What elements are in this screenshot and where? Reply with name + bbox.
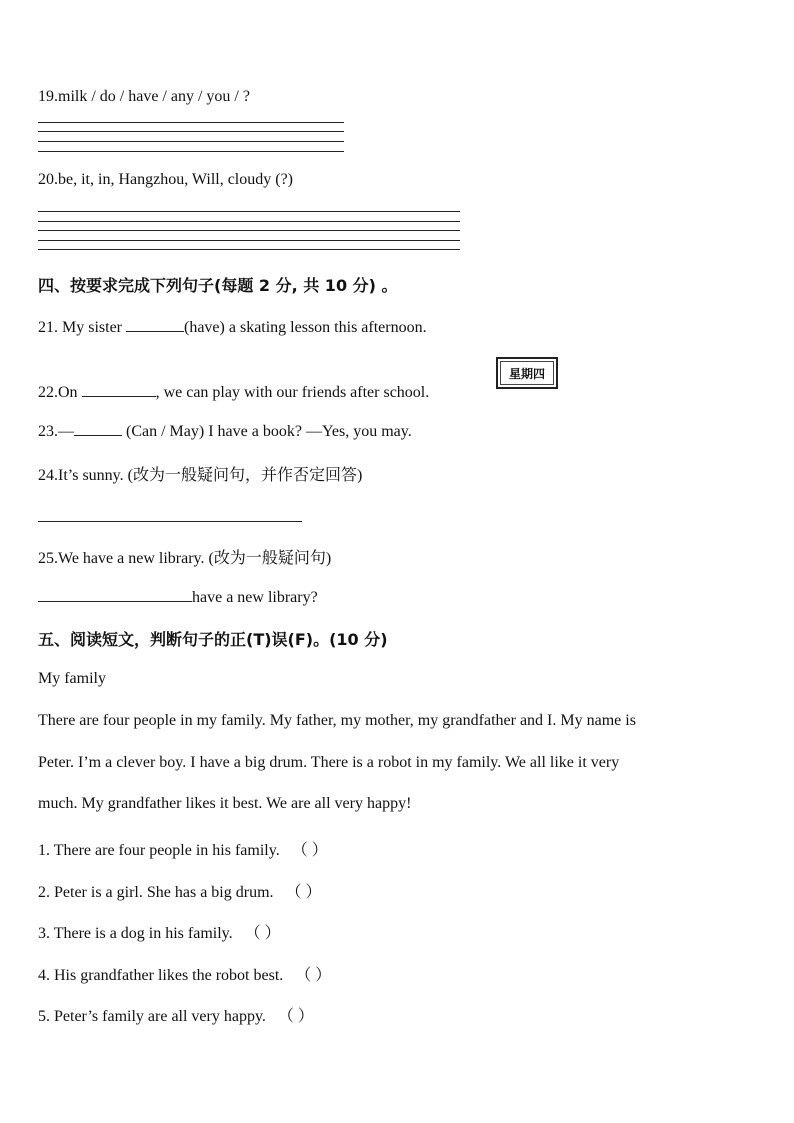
passage-line: Peter. I’m a clever boy. I have a big drum. There is a robot in my family. We all like it very bbox=[38, 754, 620, 771]
section-5-heading: 五、阅读短文，判断句子的正(T)误(F)。(10 分) bbox=[38, 630, 388, 649]
q23-suffix: (Can / May) I have a book? —Yes, you may. bbox=[126, 423, 412, 440]
passage-line: There are four people in my family. My father, my mother, my grandfather and I. My name is bbox=[38, 712, 636, 729]
answer-line[interactable] bbox=[38, 221, 460, 222]
q21-blank[interactable] bbox=[126, 317, 184, 332]
answer-line[interactable] bbox=[38, 230, 460, 231]
q23-blank[interactable] bbox=[74, 421, 122, 436]
q22-blank[interactable] bbox=[82, 382, 156, 397]
statement-1: 1. There are four people in his family. （ ） bbox=[38, 842, 328, 859]
q22-prefix: 22.On bbox=[38, 384, 78, 401]
statement-3: 3. There is a dog in his family. （ ） bbox=[38, 925, 281, 942]
question-24: 24.It’s sunny. (改为一般疑问句，并作否定回答) bbox=[38, 467, 363, 484]
passage-title: My family bbox=[38, 670, 106, 687]
statement-5: 5. Peter’s family are all very happy. （ ） bbox=[38, 1008, 314, 1025]
answer-line[interactable] bbox=[38, 141, 344, 142]
passage-line: much. My grandfather likes it best. We are all very happy! bbox=[38, 795, 412, 812]
answer-line[interactable] bbox=[38, 521, 302, 522]
answer-line[interactable] bbox=[38, 211, 460, 212]
statement-4: 4. His grandfather likes the robot best. （ ） bbox=[38, 967, 332, 984]
answer-line[interactable] bbox=[38, 240, 460, 241]
question-22 bbox=[38, 382, 429, 402]
question-20: 20.be, it, in, Hangzhou, Will, cloudy (?) bbox=[38, 171, 294, 188]
q23-prefix: 23.— bbox=[38, 423, 74, 440]
q22-suffix: , we can play with our friends after school. bbox=[155, 384, 430, 401]
q25-answer-suffix: have a new library? bbox=[192, 589, 318, 606]
answer-parentheses[interactable]: （ ） bbox=[295, 967, 332, 984]
q25-blank[interactable] bbox=[38, 587, 192, 602]
weekday-stamp: 星期四 bbox=[496, 357, 558, 389]
question-23 bbox=[38, 421, 412, 441]
answer-parentheses[interactable]: （ ） bbox=[285, 884, 322, 901]
answer-line[interactable] bbox=[38, 151, 344, 152]
answer-line[interactable] bbox=[38, 249, 460, 250]
statement-2: 2. Peter is a girl. She has a big drum. （ ） bbox=[38, 884, 322, 901]
question-21 bbox=[38, 317, 427, 337]
answer-parentheses[interactable]: （ ） bbox=[291, 842, 328, 859]
q21-suffix: (have) a skating lesson this afternoon. bbox=[184, 319, 427, 336]
answer-parentheses[interactable]: （ ） bbox=[244, 925, 281, 942]
q21-prefix: 21. My sister bbox=[38, 319, 122, 336]
q25-answer bbox=[38, 587, 318, 607]
answer-parentheses[interactable]: （ ） bbox=[277, 1008, 314, 1025]
question-25: 25.We have a new library. (改为一般疑问句) bbox=[38, 550, 332, 567]
section-4-heading: 四、按要求完成下列句子(每题 2 分, 共 10 分) 。 bbox=[38, 276, 398, 295]
answer-line[interactable] bbox=[38, 122, 344, 123]
question-19: 19.milk / do / have / any / you / ? bbox=[38, 88, 250, 105]
answer-line[interactable] bbox=[38, 131, 344, 132]
